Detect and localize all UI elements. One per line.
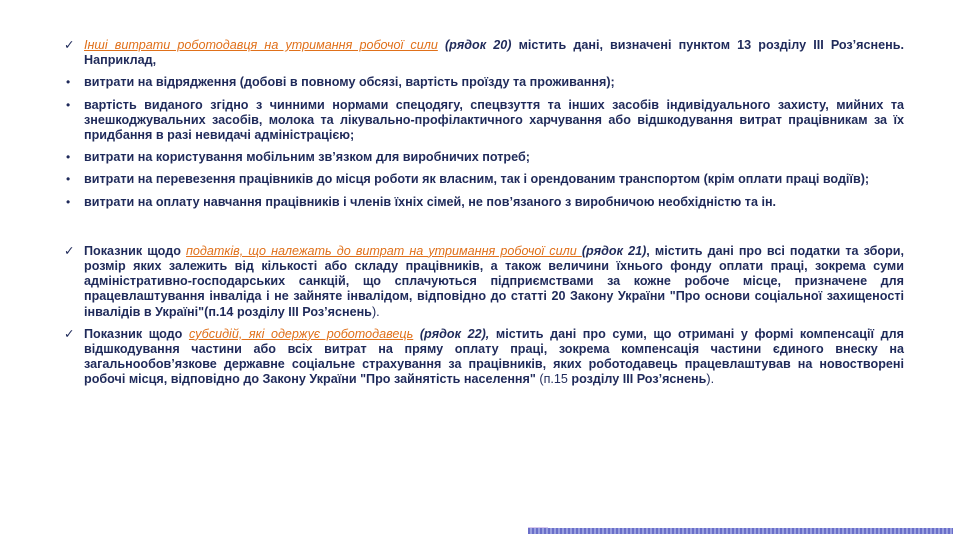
slide-content: [64, 38, 904, 388]
list-item: [64, 150, 904, 165]
list-item-text: витрати на оплату навчання працівників і членів їхніх сімей, не пов’язаного з виробничою необхідністю та ін.: [84, 194, 777, 209]
row-ref: (рядок 22),: [413, 326, 490, 341]
list-item: [64, 98, 904, 144]
bullet-icon: •: [66, 150, 71, 165]
paragraph-text: містить дані, визначені пунктом 13 розділу ІІІ Роз’яснень. Наприклад,: [84, 38, 904, 68]
paragraph-subsidies: [64, 327, 904, 388]
paragraph-lead: Показник щодо: [84, 243, 186, 258]
paragraph-end: ).: [706, 372, 715, 387]
list-item-text: вартість виданого згідно з чинними нормами спецодягу, спецвзуття та інших засобів індивідуального захисту, мийних та знешкоджувальних засобів, молока та лікувально-профілактичного харчування або відшкодування витрат працівникам за їх придбання в разі невидачі адміністрацією;: [84, 97, 904, 143]
bullet-icon: •: [66, 97, 71, 112]
row-ref: (рядок 20): [437, 38, 512, 52]
bullet-icon: •: [66, 194, 71, 209]
bullet-icon: •: [66, 172, 71, 187]
paragraph-text: містить дані про суми, що отримані у формі компенсації для відшкодування частини або всіх витрат на пряму оплату праці, зокрема компенсація частини єдиного внеску на загальнообов’язкове державне соціальне страхування за працівників, яких роботодавець працевлаштував на новостворені робочі місця, відповідно до Закону України "Про зайнятість населення": [84, 326, 904, 387]
checkmark-icon: ✓: [64, 326, 75, 341]
list-item-text: витрати на користування мобільним зв’язком для виробничих потреб;: [84, 150, 530, 165]
subsidies-link: субсидій, які одержує роботодавець: [188, 326, 414, 341]
list-item: [64, 195, 904, 210]
paragraph-end: ).: [371, 304, 380, 319]
list-item-text: витрати на перевезення працівників до місця роботи як власним, так і орендованим транспортом (крім оплати праці водіїв);: [84, 172, 870, 187]
paragraph-lead: Показник щодо: [84, 326, 189, 341]
clause-ref: (п.15: [535, 372, 568, 387]
checkmark-icon: ✓: [64, 38, 75, 52]
other-costs-link: Інші витрати роботодавця на утримання робочої сили: [84, 38, 438, 52]
bullet-icon: •: [66, 75, 71, 90]
checkmark-icon: ✓: [64, 243, 75, 258]
list-item-text: витрати на відрядження (добові в повному обсязі, вартість проїзду та проживання);: [84, 75, 615, 90]
paragraph-text-tail: розділу ІІІ Роз’яснень: [567, 372, 707, 387]
paragraph-taxes: [64, 244, 904, 320]
footer-decoration-bar: [528, 528, 953, 534]
paragraph-text: , містить дані про всі податки та збори, розмір яких залежить від кількості або складу працівників, а також величини їхнього фонду оплати праці, зокрема суми адміністративно-господарських санкцій, що сплачуються підприємствами за кожне робоче місце, призначене для працевлаштування інваліда і не зайняте інвалідом, відповідно до статті 20 Закону України "Про основи соціальної захищеності інвалідів в Україні"(п.14 розділу ІІІ Роз’яснень: [84, 243, 904, 319]
list-item: [64, 172, 904, 187]
list-item: [64, 75, 904, 90]
paragraph-other-costs: [64, 38, 904, 68]
taxes-link: податків, що належать до витрат на утримання робочої сили: [186, 243, 582, 258]
row-ref: (рядок 21): [581, 243, 647, 258]
